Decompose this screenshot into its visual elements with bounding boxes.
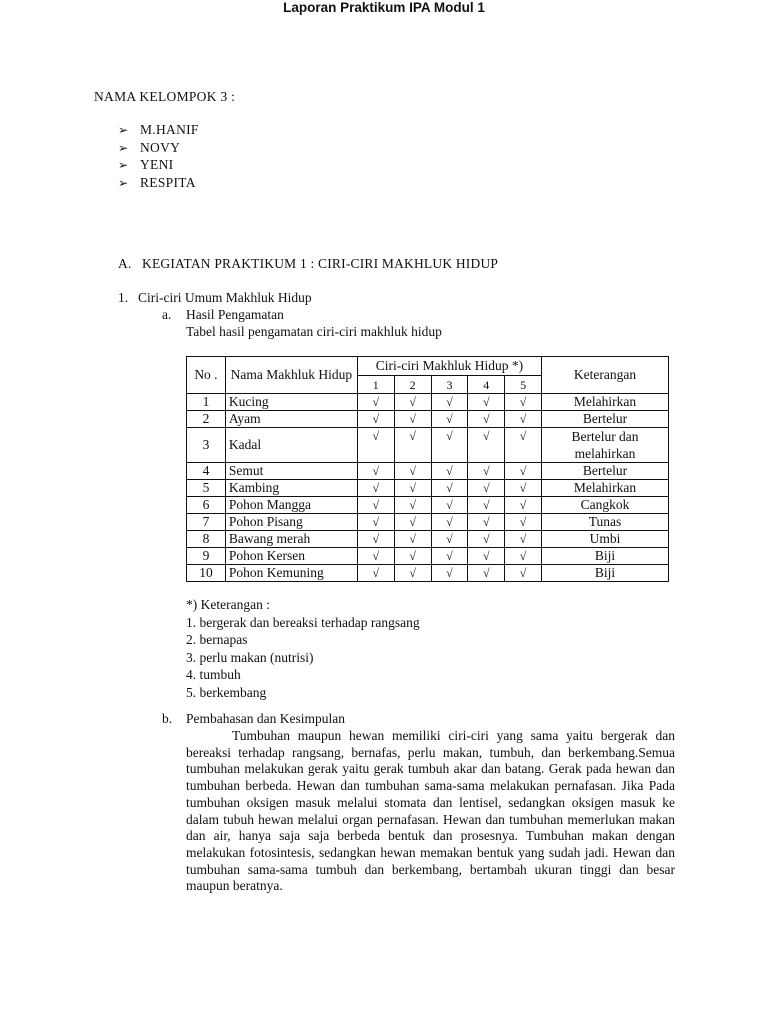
sub-a-heading xyxy=(162,307,284,323)
legend-item: 3. perlu makan (nutrisi) xyxy=(186,649,314,665)
row-check: √ xyxy=(431,428,468,463)
row-check: √ xyxy=(468,394,505,411)
arrow-bullet-icon: ➢ xyxy=(118,140,129,155)
legend-item: 1. bergerak dan bereaksi terhadap rangsang xyxy=(186,614,420,630)
row-check: √ xyxy=(357,565,394,582)
row-check: √ xyxy=(394,514,431,531)
member-item xyxy=(118,156,199,174)
row-check: √ xyxy=(505,463,542,480)
item-marker: 1. xyxy=(118,290,129,305)
row-note: Bertelur dan melahirkan xyxy=(542,428,669,463)
row-check: √ xyxy=(468,531,505,548)
row-number: 8 xyxy=(187,531,226,548)
row-check: √ xyxy=(505,497,542,514)
row-note: Melahirkan xyxy=(542,394,669,411)
row-check: √ xyxy=(468,514,505,531)
discussion-paragraph: Tumbuhan maupun hewan memiliki ciri-ciri yang sama yaitu bergerak dan bereaksi terhadap rangsang, bernafas, perlu makan, tumbuh, dan berkembang.Semua tumbuhan melakukan gerak yaitu gerak tumbuh akar dan batang. Gerak pada hewan dan tumbuhan berbeda. Hewan dan tumbuhan sama-sama melakukan pernafasan. Jika Pada tumbuhan oksigen masuk melalui stomata dan lentisel, sedangkan oksigen masuk ke dalam tubuh hewan melalui organ pernafasan. Hewan dan tumbuhan memerlukan makan dan air, hanya saja saja berbeda bentuk dan prosesnya. Tumbuhan makan dengan melakukan fotosintesis, sedangkan hewan memakan bentuk yang sudah jadi. Hewan dan tumbuhan sama-sama tumbuh dan berkembang, bertambah ukuran tinggi dan besar maupun beratnya. xyxy=(186,728,675,894)
item-title: Ciri-ciri Umum Makhluk Hidup xyxy=(138,290,312,305)
row-note: Tunas xyxy=(542,514,669,531)
header-name-text: Nama Makhluk Hidup xyxy=(230,367,353,382)
table-row xyxy=(187,480,669,497)
row-check: √ xyxy=(505,548,542,565)
legend xyxy=(186,596,420,701)
row-name: Pohon Pisang xyxy=(225,514,357,531)
header-trait-number: 5 xyxy=(505,376,542,394)
row-check: √ xyxy=(357,548,394,565)
header-trait-number: 1 xyxy=(357,376,394,394)
row-check: √ xyxy=(468,411,505,428)
legend-item: 2. bernapas xyxy=(186,632,248,647)
member-name: M.HANIF xyxy=(140,122,199,137)
header-no: No . xyxy=(187,357,226,394)
row-number: 5 xyxy=(187,480,226,497)
legend-title: *) Keterangan : xyxy=(186,597,270,612)
table-row xyxy=(187,565,669,582)
row-check: √ xyxy=(431,394,468,411)
row-check: √ xyxy=(394,463,431,480)
row-check: √ xyxy=(394,531,431,548)
row-check: √ xyxy=(357,411,394,428)
row-check: √ xyxy=(431,531,468,548)
row-name: Pohon Kemuning xyxy=(225,565,357,582)
row-check: √ xyxy=(505,394,542,411)
table-row xyxy=(187,428,669,463)
row-check: √ xyxy=(505,514,542,531)
row-check: √ xyxy=(505,411,542,428)
row-check: √ xyxy=(394,548,431,565)
item-1-heading xyxy=(118,290,312,306)
row-number: 2 xyxy=(187,411,226,428)
table-caption: Tabel hasil pengamatan ciri-ciri makhluk hidup xyxy=(186,324,442,339)
row-check: √ xyxy=(431,497,468,514)
legend-item: 4. tumbuh xyxy=(186,667,241,682)
sub-title: Pembahasan dan Kesimpulan xyxy=(186,711,345,726)
member-item xyxy=(118,139,199,157)
row-name: Kucing xyxy=(225,394,357,411)
sub-b-heading xyxy=(162,711,345,727)
member-list xyxy=(118,121,199,191)
row-check: √ xyxy=(468,480,505,497)
row-check: √ xyxy=(357,480,394,497)
sub-title: Hasil Pengamatan xyxy=(186,307,284,322)
row-number: 4 xyxy=(187,463,226,480)
table-row xyxy=(187,531,669,548)
row-note: Biji xyxy=(542,548,669,565)
row-check: √ xyxy=(394,497,431,514)
row-check: √ xyxy=(468,428,505,463)
sub-marker: a. xyxy=(162,307,172,322)
row-check: √ xyxy=(431,514,468,531)
header-trait-number: 4 xyxy=(468,376,505,394)
row-check: √ xyxy=(357,394,394,411)
row-check: √ xyxy=(431,480,468,497)
header-name xyxy=(225,357,357,394)
table-row xyxy=(187,497,669,514)
row-number: 10 xyxy=(187,565,226,582)
row-check: √ xyxy=(394,480,431,497)
arrow-bullet-icon: ➢ xyxy=(118,123,129,137)
row-note: Cangkok xyxy=(542,497,669,514)
observation-table xyxy=(186,356,669,582)
row-check: √ xyxy=(394,565,431,582)
arrow-bullet-icon: ➢ xyxy=(118,158,129,172)
row-check: √ xyxy=(505,565,542,582)
row-note: Melahirkan xyxy=(542,480,669,497)
row-number: 7 xyxy=(187,514,226,531)
table-row xyxy=(187,394,669,411)
row-check: √ xyxy=(394,411,431,428)
row-name: Bawang merah xyxy=(225,531,357,548)
row-note: Bertelur xyxy=(542,411,669,428)
row-check: √ xyxy=(394,428,431,463)
header-traits: Ciri-ciri Makhluk Hidup *) xyxy=(357,357,541,376)
row-name: Ayam xyxy=(225,411,357,428)
legend-item: 5. berkembang xyxy=(186,684,267,700)
row-check: √ xyxy=(505,480,542,497)
row-check: √ xyxy=(431,411,468,428)
group-title: NAMA KELOMPOK 3 : xyxy=(94,89,236,104)
table-row xyxy=(187,514,669,531)
row-check: √ xyxy=(468,565,505,582)
row-note: Bertelur xyxy=(542,463,669,480)
member-item xyxy=(118,174,199,192)
row-check: √ xyxy=(394,394,431,411)
sub-marker: b. xyxy=(162,711,173,726)
row-check: √ xyxy=(505,531,542,548)
report-title: Laporan Praktikum IPA Modul 1 xyxy=(283,0,485,15)
row-check: √ xyxy=(357,531,394,548)
row-check: √ xyxy=(357,428,394,463)
header-trait-number: 2 xyxy=(394,376,431,394)
row-number: 1 xyxy=(187,394,226,411)
row-check: √ xyxy=(468,463,505,480)
table-row xyxy=(187,463,669,480)
row-check: √ xyxy=(431,565,468,582)
row-number: 6 xyxy=(187,497,226,514)
row-note: Biji xyxy=(542,565,669,582)
row-check: √ xyxy=(468,548,505,565)
member-name: NOVY xyxy=(140,139,181,155)
row-number: 9 xyxy=(187,548,226,565)
member-name: RESPITA xyxy=(140,174,196,190)
table-row xyxy=(187,411,669,428)
row-check: √ xyxy=(357,463,394,480)
row-check: √ xyxy=(357,497,394,514)
row-name: Kadal xyxy=(225,428,357,463)
row-name: Kambing xyxy=(225,480,357,497)
row-name: Pohon Kersen xyxy=(225,548,357,565)
row-name: Semut xyxy=(225,463,357,480)
member-item xyxy=(118,121,199,139)
row-check: √ xyxy=(431,548,468,565)
table-row xyxy=(187,548,669,565)
row-check: √ xyxy=(431,463,468,480)
row-check: √ xyxy=(468,497,505,514)
header-trait-number: 3 xyxy=(431,376,468,394)
header-note: Keterangan xyxy=(542,357,669,394)
row-note: Umbi xyxy=(542,531,669,548)
section-marker: A. xyxy=(118,256,132,271)
row-name: Pohon Mangga xyxy=(225,497,357,514)
row-check: √ xyxy=(505,428,542,463)
section-title: KEGIATAN PRAKTIKUM 1 : CIRI-CIRI MAKHLUK HIDUP xyxy=(142,256,499,271)
row-check: √ xyxy=(357,514,394,531)
arrow-bullet-icon: ➢ xyxy=(118,175,129,190)
row-number: 3 xyxy=(187,428,226,463)
section-a-heading xyxy=(118,256,498,272)
member-name: YENI xyxy=(140,157,174,172)
